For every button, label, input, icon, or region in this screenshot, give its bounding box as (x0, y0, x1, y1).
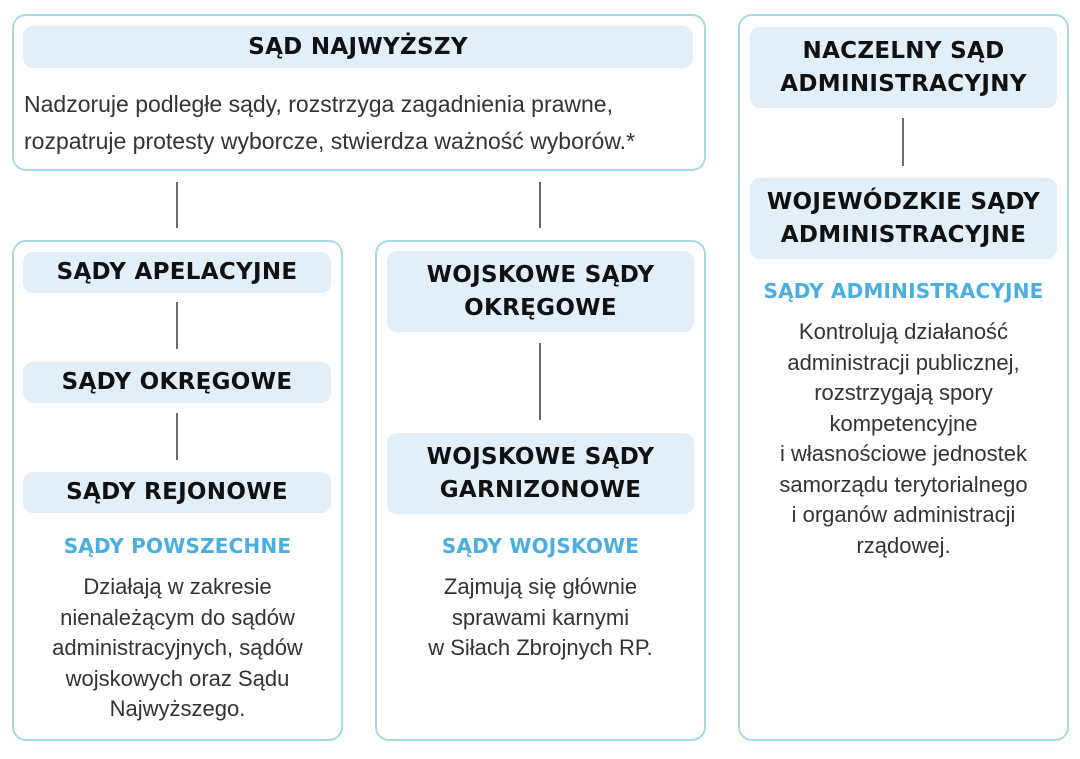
common-courts-level-regional: SĄDY OKRĘGOWE (23, 362, 331, 403)
connector-military-district-to-garrison (539, 343, 541, 420)
military-courts-level-district: WOJSKOWE SĄDY OKRĘGOWE (387, 251, 694, 332)
common-courts-level-district: SĄDY REJONOWE (23, 472, 331, 513)
supreme-court-title-text: SĄD NAJWYŻSZY (248, 33, 468, 60)
connector-supreme-admin-to-voivodeship (902, 118, 904, 166)
common-courts-level-appellate: SĄDY APELACYJNE (23, 252, 331, 293)
administrative-courts-level-voivodeship: WOJEWÓDZKIE SĄDY ADMINISTRACYJNE (750, 178, 1057, 259)
administrative-courts-description: Kontrolują działaność administracji publicznej, rozstrzygają spory kompetencyjne i własnościowe jednostek samorządu terytorialnego i organów administracji rządowej. (779, 319, 1028, 558)
common-courts-subtitle: SĄDY POWSZECHNE (63, 534, 292, 558)
connector-regional-to-district (176, 413, 178, 460)
administrative-courts-level-supreme: NACZELNY SĄD ADMINISTRACYJNY (750, 27, 1057, 108)
supreme-court-description: Nadzoruje podległe sądy, rozstrzyga zagadnienia prawne, rozpatruje protesty wyborcze, stwierdza ważność wyborów.* (24, 91, 636, 154)
military-courts-subtitle: SĄDY WOJSKOWE (441, 534, 640, 558)
military-courts-description: Zajmują się głównie sprawami karnymi w Siłach Zbrojnych RP. (428, 574, 653, 660)
connector-appellate-to-regional (176, 302, 178, 349)
military-courts-level-garrison: WOJSKOWE SĄDY GARNIZONOWE (387, 433, 694, 514)
connector-supreme-to-military (539, 182, 541, 228)
connector-supreme-to-common (176, 182, 178, 228)
common-courts-description: Działają w zakresie nienależącym do sądów administracyjnych, sądów wojskowych oraz Sądu Najwyższego. (52, 574, 303, 721)
supreme-court-title (23, 26, 693, 68)
administrative-courts-subtitle: SĄDY ADMINISTRACYJNE (763, 279, 1044, 303)
